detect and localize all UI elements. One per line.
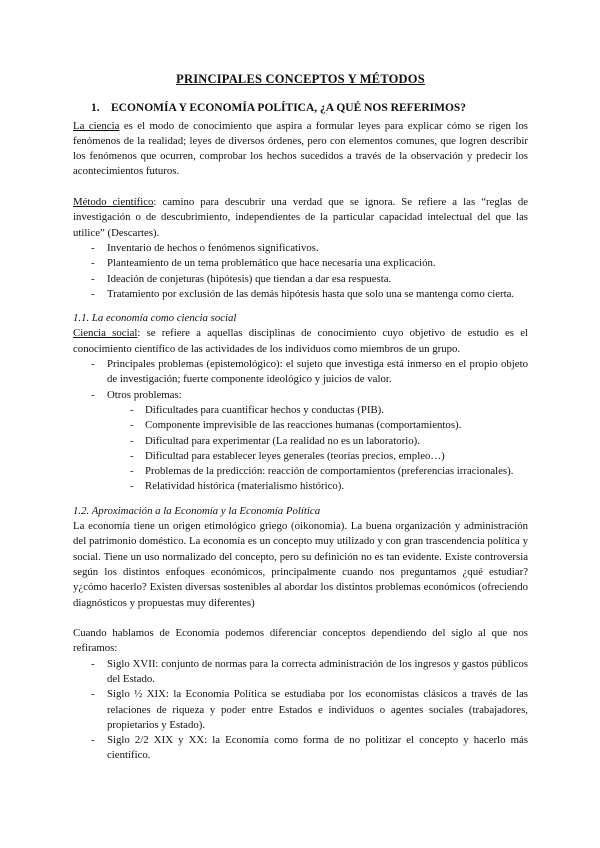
- section-heading: [91, 101, 528, 116]
- siglo-intro-paragraph: Cuando hablamos de Economía podemos diferenciar conceptos dependiendo del siglo al que nos refiramos:: [73, 627, 528, 655]
- metodo-paragraph: [73, 195, 528, 241]
- metodo-text: : camino para descubrir una verdad que se ignora. Se refiere a las “reglas de investigación o de descubrimiento, independientes de la particular capacidad intelectual del que las utilice” (Descartes).: [73, 196, 529, 239]
- list-item: - Principales problemas (epistemológico): el sujeto que investiga está inmerso en el propio objeto de investigación; fuerte componente ideológico y juicios de valor.: [73, 357, 528, 388]
- ciencia-social-term: Ciencia social: [73, 327, 138, 340]
- problems-list: [73, 357, 528, 403]
- other-problems-list: [73, 403, 528, 495]
- siglo-list: [73, 657, 528, 764]
- list-item: - Otros problemas:: [73, 388, 528, 403]
- list-item: - Relatividad histórica (materialismo histórico).: [73, 479, 528, 494]
- list-item: - Dificultades para cuantificar hechos y conductas (PIB).: [73, 403, 528, 418]
- metodo-list: [73, 241, 528, 302]
- ciencia-term: La ciencia: [73, 119, 120, 132]
- ciencia-text: es el modo de conocimiento que aspira a formular leyes para explicar cómo se rigen los fenómenos de la realidad; leyes de diversos órdenes, pero con elementos comunes, que logren describir los fenómenos que ocurren, comprobar los hechos sucedidos a través de la observación y predecir los acontecimientos futuros.: [73, 119, 528, 178]
- metodo-term: Método científico: [73, 196, 154, 209]
- list-item: - Dificultad para experimentar (La realidad no es un laboratorio).: [73, 434, 528, 449]
- list-item: - Siglo ½ XIX: la Economía Política se estudiaba por los economistas clásicos a través de las relaciones de riqueza y poder entre Estados e individuos o agentes sociales (trabajadores, propietarios y Estado).: [73, 687, 528, 733]
- ciencia-social-paragraph: [73, 326, 528, 357]
- section-heading-text: ECONOMÍA Y ECONOMÍA POLÍTICA, ¿A QUÉ NOS REFERIMOS?: [111, 102, 467, 115]
- list-item: - Ideación de conjeturas (hipótesis) que tiendan a dar esa respuesta.: [73, 272, 528, 287]
- document-title: PRINCIPALES CONCEPTOS Y MÉTODOS: [176, 72, 425, 86]
- subsection-heading: 1.1. La economía como ciencia social: [73, 312, 237, 325]
- document-page: [73, 72, 528, 764]
- list-item: - Siglo 2/2 XIX y XX: la Economía como forma de no politizar el concepto y hacerlo más científico.: [73, 733, 528, 764]
- list-item: - Problemas de la predicción: reacción de comportamientos (preferencias irracionales).: [73, 464, 528, 479]
- list-item: - Inventario de hechos o fenómenos significativos.: [73, 241, 528, 256]
- subsection-heading: 1.2. Aproximación a la Economía y la Economía Política: [73, 504, 321, 517]
- list-item: - Componente imprevisible de las reacciones humanas (comportamientos).: [73, 418, 528, 433]
- list-item: - Dificultad para establecer leyes generales (teorías precios, empleo…): [73, 449, 528, 464]
- list-item: - Planteamiento de un tema problemático que hace necesaria una explicación.: [73, 256, 528, 271]
- ciencia-social-text: : se refiere a aquellas disciplinas de conocimiento cuyo objetivo de estudio es el conocimiento científico de las actividades de los individuos como miembros de un grupo.: [73, 327, 529, 355]
- list-item: - Siglo XVII: conjunto de normas para la correcta administración de los ingresos y gastos públicos del Estado.: [73, 657, 528, 688]
- list-item: - Tratamiento por exclusión de las demás hipótesis hasta que solo una se mantenga como cierta.: [73, 287, 528, 302]
- economia-paragraph: La economía tiene un origen etimológico griego (oikonomia). La buena organización y administración del patrimonio doméstico. La economía es un concepto muy utilizado y con gran trascendencia política y social. Tiene un uso normalizado del concepto, pero su definición no es tan evidente. Existe controversia según los distintos enfoques económicos, principalmente cuando nos preguntamos ¿qué estudiar? y¿cómo hacerlo? Existen diversas sostenibles al abordar los distintos problemas económicos (ofreciendo diagnósticos y propuestas muy diferentes): [73, 520, 528, 609]
- section-number: 1.: [91, 102, 100, 115]
- ciencia-paragraph: [73, 119, 528, 180]
